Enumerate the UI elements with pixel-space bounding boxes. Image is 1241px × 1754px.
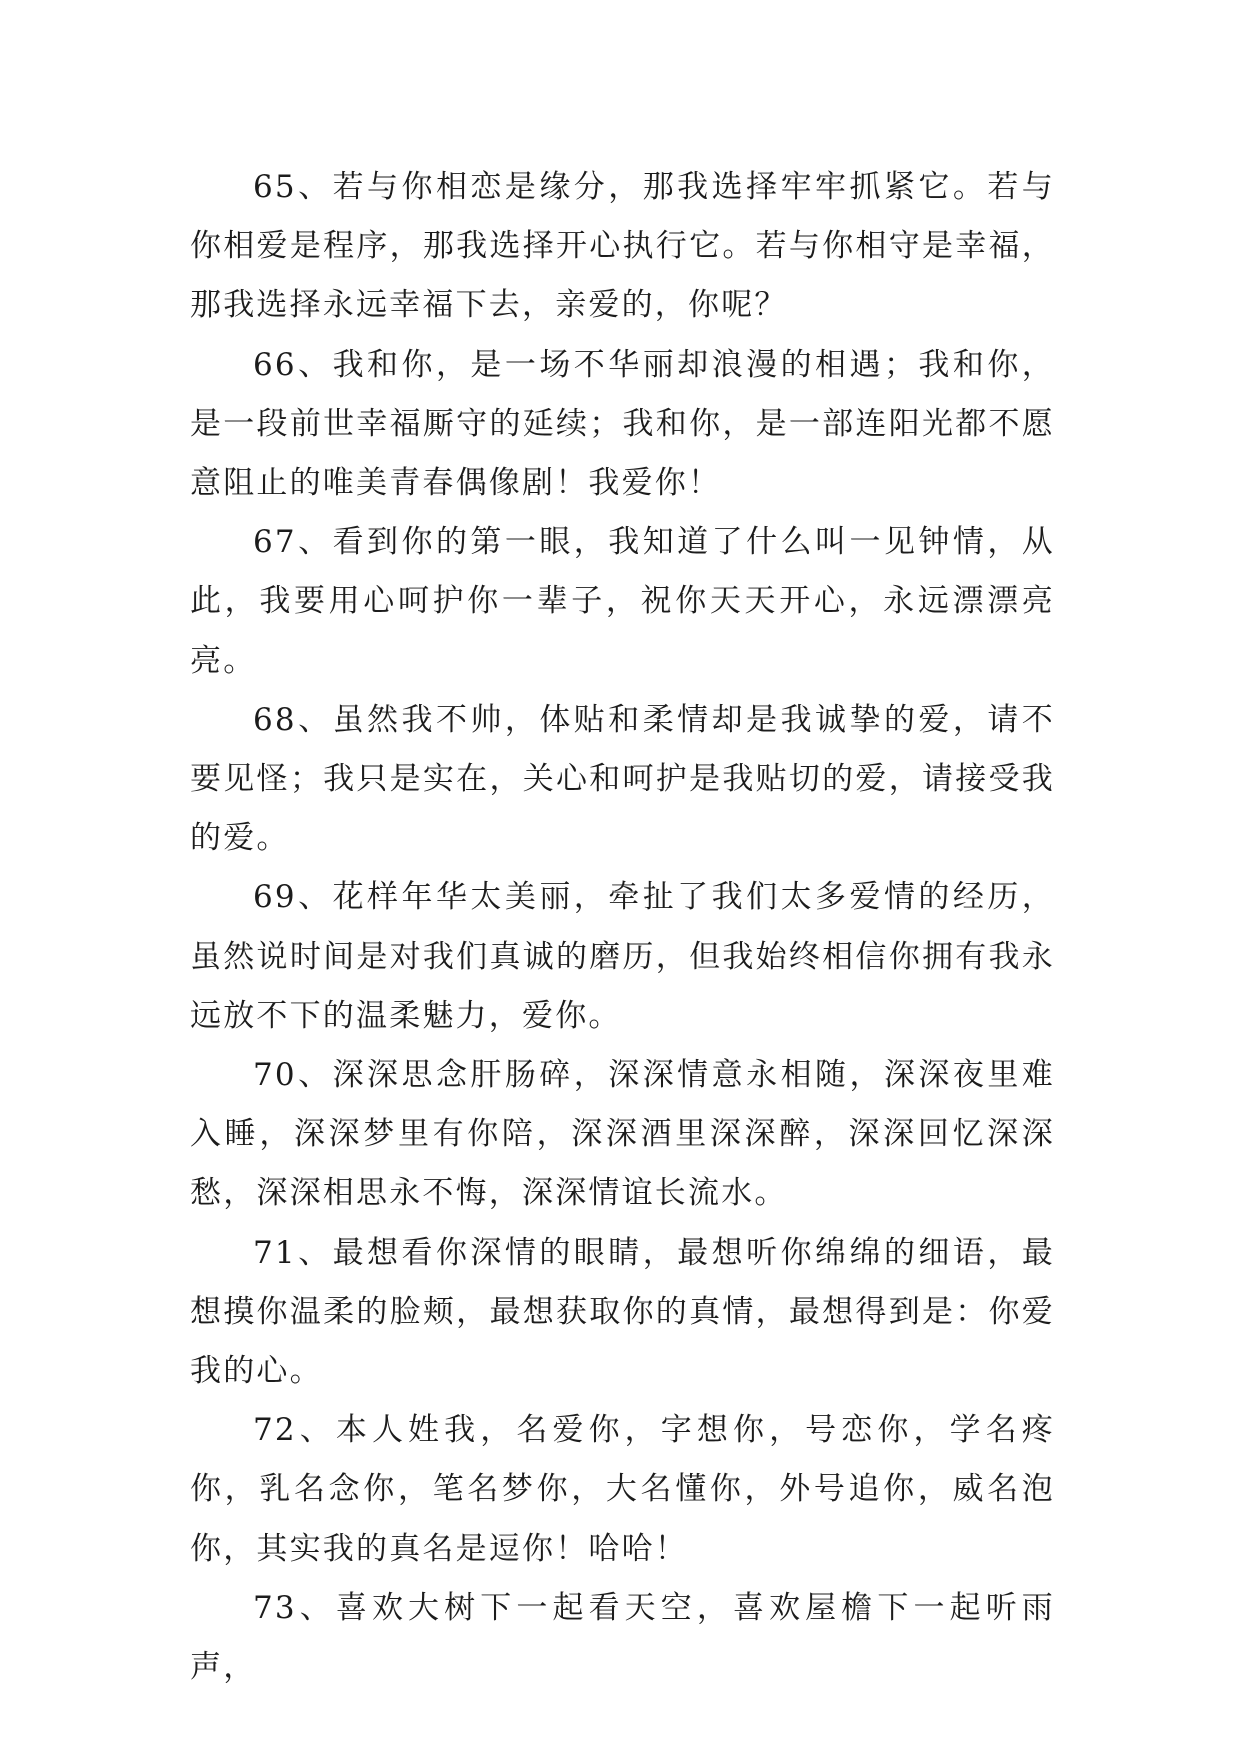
paragraph-73: 73、喜欢大树下一起看天空，喜欢屋檐下一起听雨声， (190, 1589, 1055, 1686)
paragraph-71: 71、最想看你深情的眼睛，最想听你绵绵的细语，最想摸你温柔的脸颊，最想获取你的真情，最想得到是：你爱我的心。 (190, 1234, 1055, 1390)
document-body (190, 158, 1055, 1697)
paragraph-68: 68、虽然我不帅，体贴和柔情却是我诚挚的爱，请不要见怪；我只是实在，关心和呵护是我贴切的爱，请接受我的爱。 (190, 701, 1055, 857)
paragraph-69: 69、花样年华太美丽，牵扯了我们太多爱情的经历，虽然说时间是对我们真诚的磨历，但我始终相信你拥有我永远放不下的温柔魅力，爱你。 (190, 879, 1055, 1034)
paragraph-67: 67、看到你的第一眼，我知道了什么叫一见钟情，从此，我要用心呵护你一辈子，祝你天天开心，永远漂漂亮亮。 (190, 524, 1055, 679)
paragraph-65: 65、若与你相恋是缘分，那我选择牢牢抓紧它。若与你相爱是程序，那我选择开心执行它。若与你相守是幸福，那我选择永远幸福下去，亲爱的，你呢？ (190, 169, 1055, 324)
paragraph-66: 66、我和你，是一场不华丽却浪漫的相遇；我和你，是一段前世幸福厮守的延续；我和你，是一部连阳光都不愿意阻止的唯美青春偶像剧！我爱你！ (190, 346, 1055, 502)
paragraph-70: 70、深深思念肝肠碎，深深情意永相随，深深夜里难入睡，深深梦里有你陪，深深酒里深深醉，深深回忆深深愁，深深相思永不悔，深深情谊长流水。 (190, 1057, 1055, 1212)
paragraph-72: 72、本人姓我，名爱你，字想你，号恋你，学名疼你，乳名念你，笔名梦你，大名懂你，外号追你，威名泡你，其实我的真名是逗你！哈哈！ (190, 1412, 1055, 1567)
